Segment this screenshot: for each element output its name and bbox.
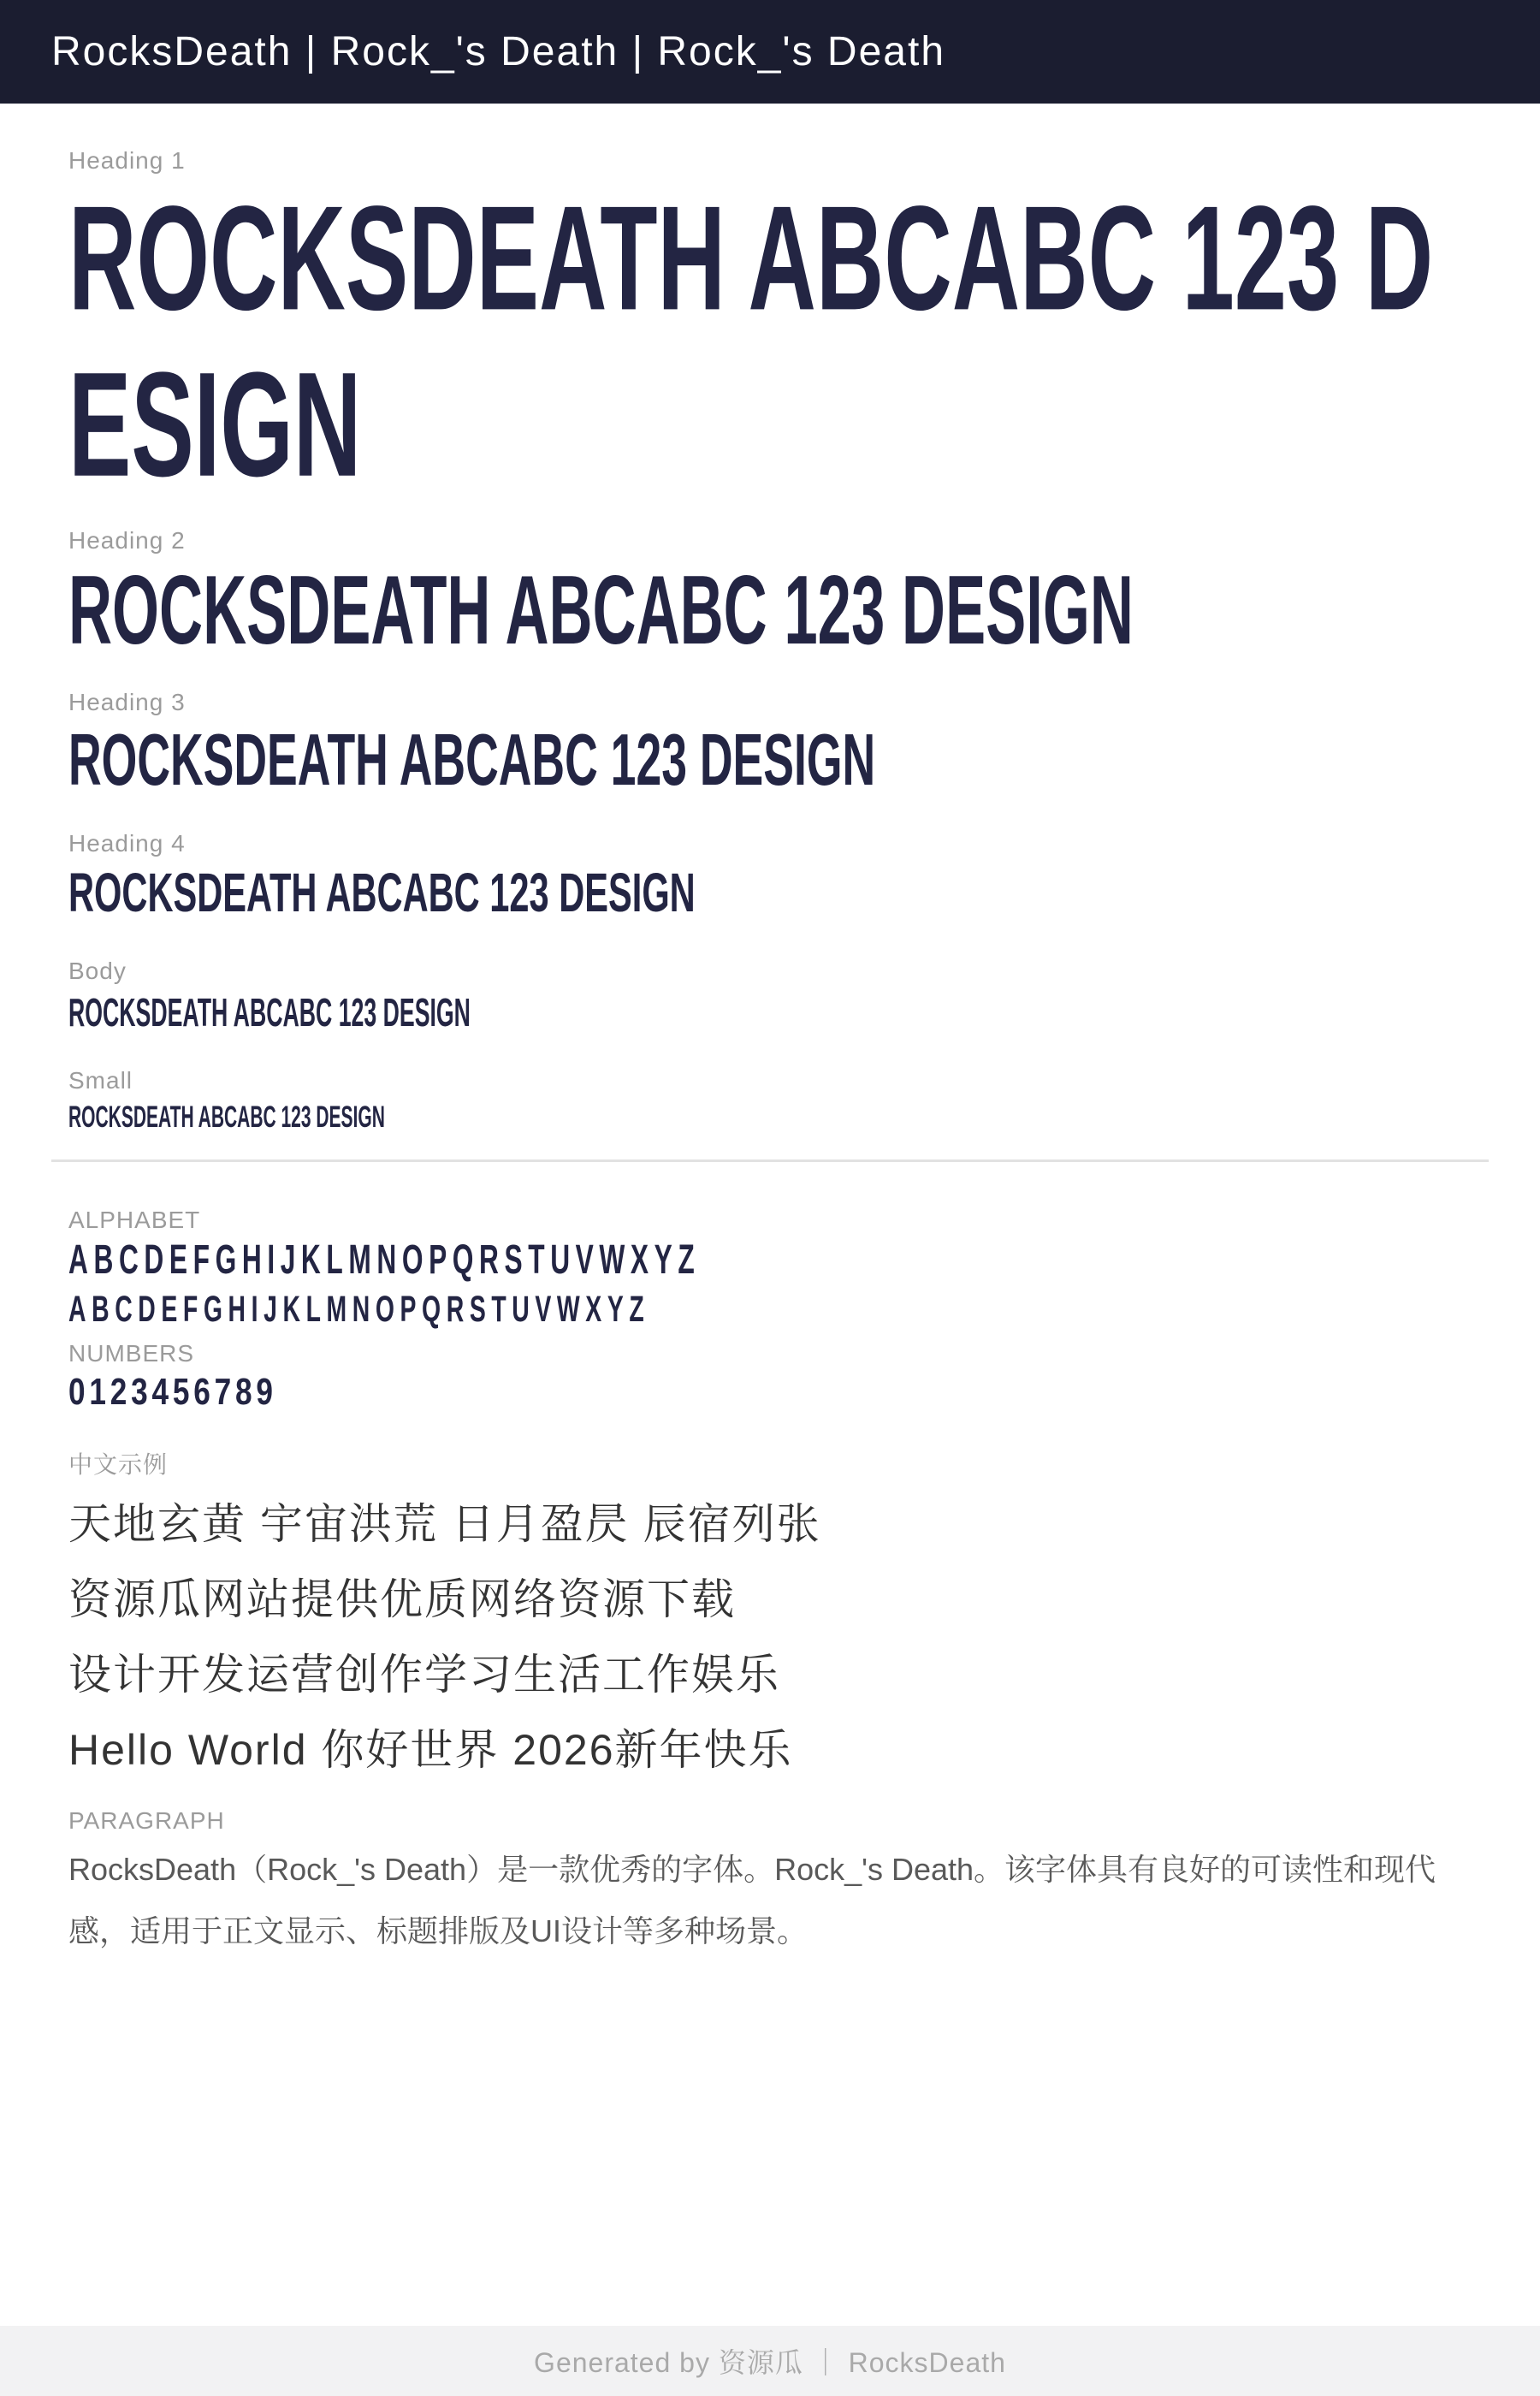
- font-title: RocksDeath | Rock_'s Death | Rock_'s Death: [51, 29, 946, 74]
- header-bar: [0, 0, 1540, 104]
- chinese-sample-line-2: 资源瓜网站提供优质网络资源下载: [68, 1575, 736, 1624]
- specimen-sample-small: ROCKSDEATH ABCABC 123 DESIGN: [68, 1100, 385, 1135]
- specimen-row-heading3: [68, 688, 1472, 802]
- alphabet-label: ALPHABET: [68, 1207, 201, 1234]
- specimen-row-heading1: [68, 146, 1472, 508]
- chinese-sample-line-3: 设计开发运营创作学习生活工作娱乐: [68, 1651, 780, 1699]
- specimen-sample-body: ROCKSDEATH ABCABC 123 DESIGN: [68, 990, 471, 1035]
- specimen-sample-heading-3: ROCKSDEATH ABCABC 123 DESIGN: [68, 720, 876, 802]
- specimen-row-heading4: [68, 829, 1472, 924]
- footer-bar: [0, 2326, 1540, 2396]
- specimen-label-heading-2: Heading 2: [68, 527, 186, 555]
- numbers-label: NUMBERS: [68, 1340, 195, 1367]
- alphabet-lowercase-row: ABCDEFGHIJKLMNOPQRSTUVWXYZ: [68, 1289, 650, 1331]
- chinese-section: [68, 1450, 1472, 1788]
- alphabet-section: [68, 1206, 1472, 1331]
- specimen-label-heading-1: Heading 1: [68, 147, 186, 174]
- specimen-row-heading2: [68, 526, 1472, 666]
- specimen-label-body: Body: [68, 958, 127, 985]
- chinese-sample-label: 中文示例: [68, 1451, 169, 1479]
- specimen-label-heading-4: Heading 4: [68, 830, 186, 857]
- specimen-label-small: Small: [68, 1067, 133, 1094]
- specimen-sample-heading-1: ROCKSDEATH ABCABC 123 DESIGN: [68, 175, 1434, 508]
- paragraph-sample-text: RocksDeath（Rock_'s Death）是一款优秀的字体。Rock_'s Death。该字体具有良好的可读性和现代感，适用于正文显示、标题排版及UI设计等多种场景。: [68, 1852, 1436, 1949]
- specimen-sample-heading-4: ROCKSDEATH ABCABC 123 DESIGN: [68, 862, 696, 924]
- specimen-label-heading-3: Heading 3: [68, 689, 186, 716]
- numbers-section: [68, 1339, 1472, 1414]
- alphabet-uppercase-row: ABCDEFGHIJKLMNOPQRSTUVWXYZ: [68, 1237, 701, 1284]
- chinese-sample-line-4: Hello World 你好世界 2026新年快乐: [68, 1726, 793, 1775]
- specimen-row-body: [68, 957, 1472, 1035]
- section-divider: [51, 1159, 1489, 1162]
- chinese-sample-block: [68, 1486, 1472, 1788]
- specimen-page: [0, 104, 1540, 1962]
- paragraph-section: [68, 1806, 1472, 1962]
- chinese-sample-line-1: 天地玄黄 宇宙洪荒 日月盈昃 辰宿列张: [68, 1500, 821, 1549]
- specimen-row-small: [68, 1066, 1472, 1135]
- specimen-sample-heading-2: ROCKSDEATH ABCABC 123 DESIGN: [68, 556, 1134, 666]
- numbers-row: 0123456789: [68, 1371, 277, 1414]
- paragraph-label: PARAGRAPH: [68, 1807, 225, 1835]
- footer-credit: Generated by 资源瓜 ｜ RocksDeath: [534, 2347, 1006, 2378]
